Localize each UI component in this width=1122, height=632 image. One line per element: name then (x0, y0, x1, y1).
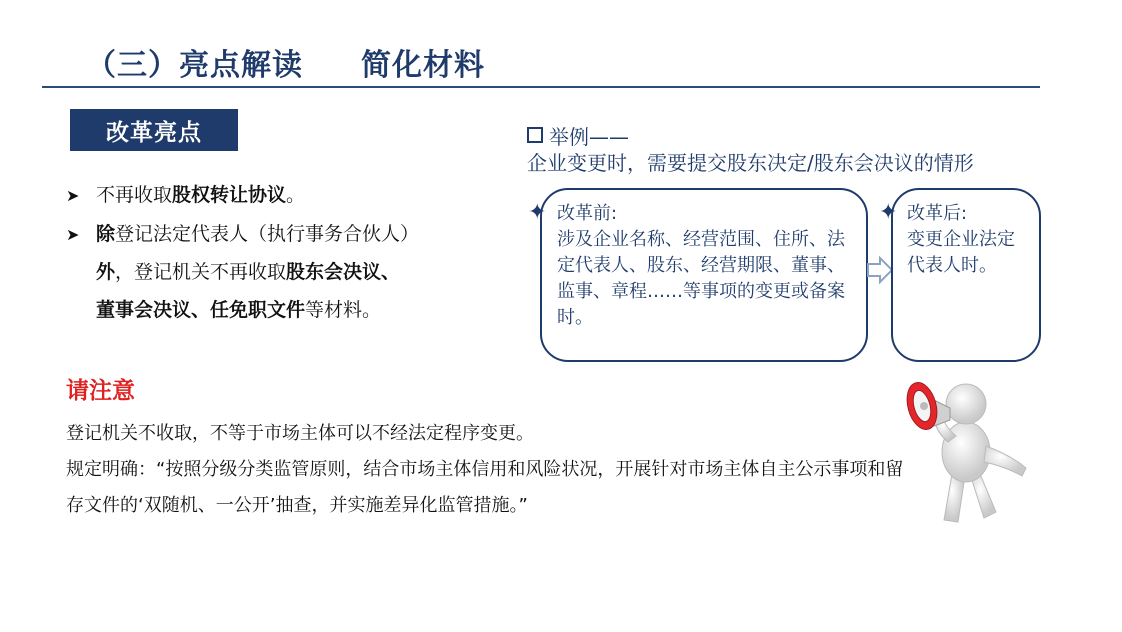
notice-body (66, 416, 906, 524)
example-line: 企业变更时，需要提交股东决定/股东会决议的情形 (527, 151, 974, 175)
list-item-text: 除登记法定代表人（执行事务合伙人） 外，登记机关不再收取股东会决议、 董事会决议、任免职文件等材料。 (96, 223, 420, 321)
four-point-star-icon: ✦ (879, 200, 898, 225)
reform-highlight-badge: 改革亮点 (70, 109, 238, 151)
checkbox-square-icon (527, 127, 543, 143)
arrow-bullet-icon: ➤ (66, 186, 80, 205)
list-item-text: 不再收取股权转让协议。 (96, 184, 306, 206)
example-heading: 举例—— 企业变更时，需要提交股东决定/股东会决议的情形 (527, 124, 1037, 176)
highlight-list (66, 176, 506, 329)
list-item (66, 215, 506, 329)
notice-title: 请注意 (66, 378, 135, 404)
before-body: 涉及企业名称、经营范围、住所、法定代表人、股东、经营期限、董事、监事、章程……等事项的变更或备案时。 (557, 229, 845, 328)
section-title: （三）亮点解读 (86, 48, 303, 83)
before-title: 改革前: (557, 203, 618, 224)
list-item (66, 176, 506, 215)
arrow-bullet-icon: ➤ (66, 225, 80, 244)
page-title (86, 40, 485, 84)
after-body: 变更企业法定代表人时。 (907, 229, 1015, 276)
title-divider (42, 86, 1040, 88)
notice-line: 规定明确：“按照分级分类监管原则，结合市场主体信用和风险状况，开展针对市场主体自主公示事项和留存文件的‘双随机、一公开’抽查，并实施差异化监管措施。” (66, 459, 904, 516)
flow-arrow-icon (866, 256, 894, 284)
after-title: 改革后: (907, 203, 968, 224)
after-content (907, 201, 1025, 279)
notice-line: 登记机关不收取，不等于市场主体可以不经法定程序变更。 (66, 423, 534, 444)
four-point-star-icon: ✦ (528, 200, 547, 225)
megaphone-figure (900, 370, 1036, 530)
section-subtitle: 简化材料 (361, 48, 485, 83)
before-content (557, 201, 845, 331)
